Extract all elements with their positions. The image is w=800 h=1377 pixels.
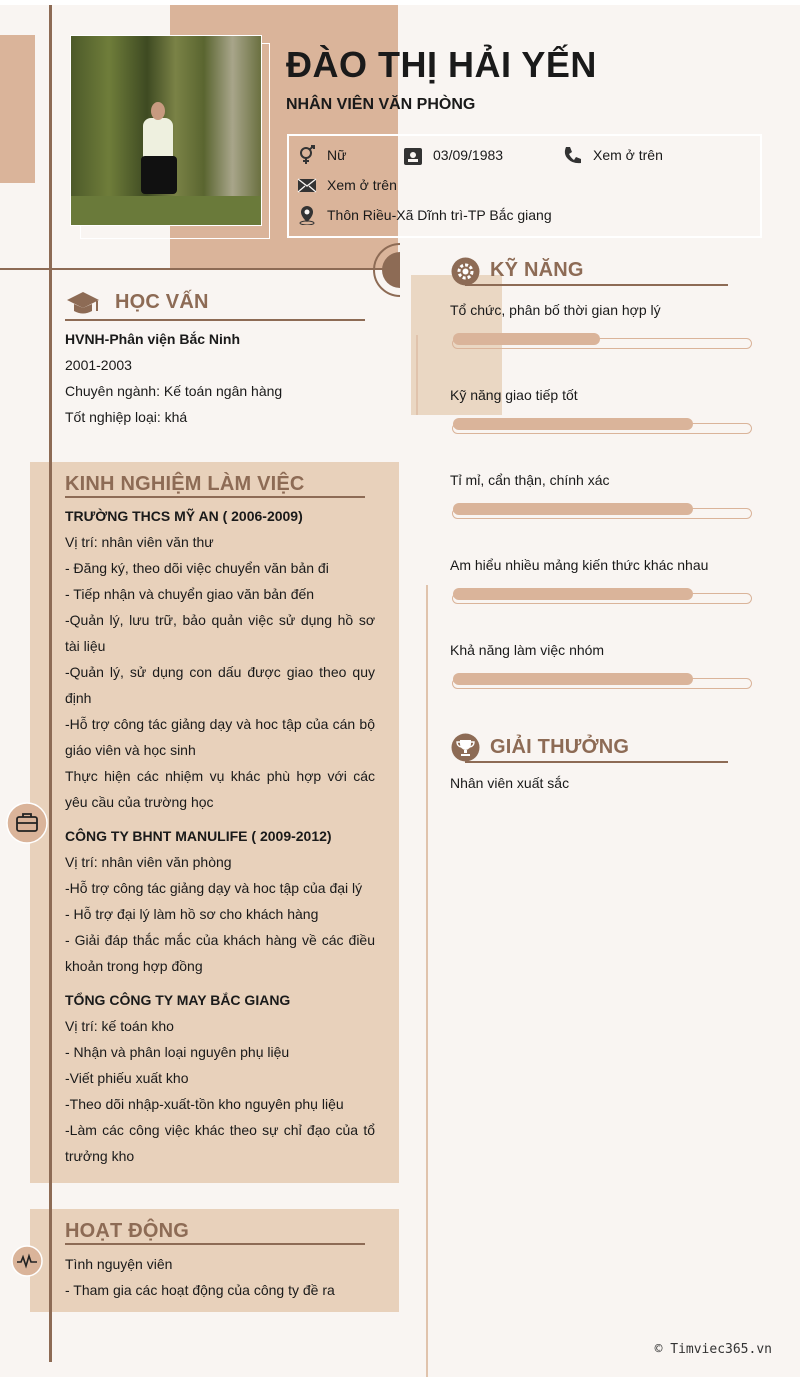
education-grade: Tốt nghiệp loại: khá	[65, 409, 188, 425]
education-section	[65, 326, 282, 430]
job-line: Vị trí: nhân viên văn thư	[65, 534, 214, 550]
divider	[465, 761, 728, 763]
divider	[465, 284, 728, 286]
decor-line	[416, 335, 418, 415]
gear-icon	[451, 257, 480, 286]
job-line: Vị trí: kế toán kho	[65, 1018, 174, 1034]
decor-block	[0, 35, 35, 183]
phone-info	[563, 145, 663, 165]
education-heading: HỌC VẤN	[115, 291, 209, 313]
job-company: TỔNG CÔNG TY MAY BẮC GIANG	[65, 992, 291, 1008]
job-line: - Hỗ trợ đại lý làm hồ sơ cho khách hàng	[65, 906, 319, 922]
decor-circle	[364, 243, 400, 297]
experience-heading: KINH NGHIỆM LÀM VIỆC	[65, 473, 305, 495]
top-strip	[0, 0, 800, 5]
awards-heading: GIẢI THƯỞNG	[490, 736, 630, 758]
skill-bar-fill	[453, 503, 693, 515]
gender-value: Nữ	[327, 147, 347, 163]
skill-label: Am hiểu nhiều mảng kiến thức khác nhau	[450, 557, 709, 573]
address-value: Thôn Riều-Xã Dĩnh trì-TP Bắc giang	[327, 207, 552, 223]
job-entry	[65, 987, 375, 1169]
job-entry	[65, 823, 375, 979]
award-item: Nhân viên xuất sắc	[450, 775, 570, 791]
dob-info	[403, 145, 503, 165]
email-icon	[297, 175, 317, 195]
timeline-line	[49, 1209, 52, 1312]
skill-label: Tổ chức, phân bố thời gian hợp lý	[450, 302, 661, 318]
job-line: -Viết phiếu xuất kho	[65, 1070, 189, 1086]
activities-heading: HOẠT ĐỘNG	[65, 1220, 190, 1242]
skill-label: Kỹ năng giao tiếp tốt	[450, 387, 578, 403]
briefcase-icon	[6, 802, 48, 844]
activity-line: Tình nguyện viên	[65, 1256, 173, 1272]
divider	[0, 268, 400, 270]
skill-bar-fill	[453, 418, 693, 430]
divider	[65, 319, 365, 321]
job-title: NHÂN VIÊN VĂN PHÒNG	[286, 96, 476, 113]
trophy-icon	[451, 733, 480, 762]
experience-list	[65, 503, 375, 1169]
job-line: - Đăng ký, theo dõi việc chuyển văn bản đi	[65, 560, 329, 576]
activity-line: - Tham gia các hoạt động của công ty đề ra	[65, 1282, 335, 1298]
education-years: 2001-2003	[65, 357, 132, 373]
decor-line	[426, 585, 428, 1377]
address-info	[297, 205, 552, 225]
job-line: -Quản lý, sử dụng con dấu được giao theo quy định	[65, 664, 375, 706]
divider	[65, 496, 365, 498]
job-line: - Giải đáp thắc mắc của khách hàng về các điều khoản trong hợp đồng	[65, 932, 375, 974]
skill-bar-fill	[453, 333, 600, 345]
divider	[65, 1243, 365, 1245]
email-value: Xem ở trên	[327, 177, 397, 193]
calendar-icon	[403, 145, 423, 165]
candidate-name: ĐÀO THỊ HẢI YẾN	[286, 44, 597, 85]
job-line: Thực hiện các nhiệm vụ khác phù hợp với các yêu cầu của trường học	[65, 768, 375, 810]
profile-photo	[70, 35, 262, 226]
education-major: Chuyên ngành: Kế toán ngân hàng	[65, 383, 283, 399]
job-line: - Tiếp nhận và chuyển giao văn bản đến	[65, 586, 315, 602]
school-name: HVNH-Phân viện Bắc Ninh	[65, 331, 241, 347]
job-line: -Quản lý, lưu trữ, bảo quản việc sử dụng hồ sơ tài liệu	[65, 612, 375, 654]
job-line: - Nhận và phân loại nguyên phụ liệu	[65, 1044, 290, 1060]
timeline-line	[49, 462, 52, 1183]
job-company: TRƯỜNG THCS MỸ AN ( 2006-2009)	[65, 508, 303, 524]
skills-heading: KỸ NĂNG	[490, 259, 584, 281]
skill-label: Tỉ mỉ, cẩn thận, chính xác	[450, 472, 610, 488]
job-line: -Hỗ trợ công tác giảng dạy và hoc tập của cán bộ giáo viên và học sinh	[65, 716, 375, 758]
graduation-cap-icon	[65, 290, 101, 316]
phone-icon	[563, 145, 583, 165]
job-line: -Hỗ trợ công tác giảng dạy và hoc tập của đại lý	[65, 880, 363, 896]
gender-icon	[297, 145, 317, 165]
location-icon	[297, 205, 317, 225]
job-line: Vị trí: nhân viên văn phòng	[65, 854, 232, 870]
gender-info	[297, 145, 346, 165]
activities-list	[65, 1251, 335, 1303]
phone-value: Xem ở trên	[593, 147, 663, 163]
email-info	[297, 175, 397, 195]
skill-label: Khả năng làm việc nhóm	[450, 642, 605, 658]
skill-bar-fill	[453, 673, 693, 685]
footer-watermark: © Timviec365.vn	[654, 1342, 772, 1357]
job-entry	[65, 503, 375, 815]
job-line: -Theo dõi nhập-xuất-tồn kho nguyên phụ liệu	[65, 1096, 344, 1112]
dob-value: 03/09/1983	[433, 147, 504, 163]
job-line: -Làm các công việc khác theo sự chỉ đạo của tổ trưởng kho	[65, 1122, 375, 1164]
job-company: CÔNG TY BHNT MANULIFE ( 2009-2012)	[65, 828, 332, 844]
skill-bar-fill	[453, 588, 693, 600]
pulse-icon	[11, 1245, 43, 1277]
